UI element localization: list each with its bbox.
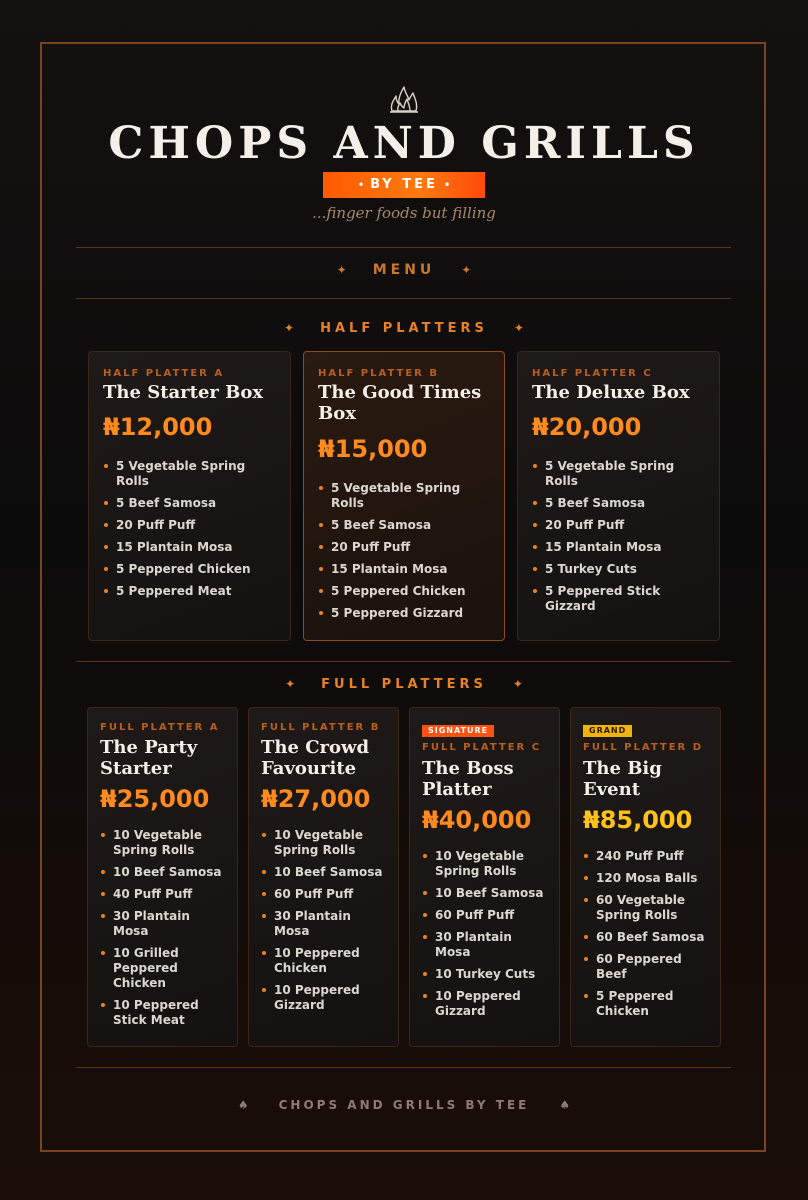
by-tee-banner: • BY TEE • bbox=[323, 172, 485, 198]
signature-badge: SIGNATURE bbox=[422, 725, 494, 737]
full-platter-card-d[interactable] bbox=[570, 707, 721, 1047]
platter-price: ₦20,000 bbox=[532, 413, 642, 441]
footer bbox=[0, 1098, 808, 1112]
platter-items bbox=[100, 828, 229, 1035]
list-item: 60 Peppered Beef bbox=[583, 952, 712, 982]
full-platters-heading bbox=[0, 677, 808, 692]
list-item: 5 Beef Samosa bbox=[318, 518, 496, 533]
platter-items bbox=[583, 849, 712, 1026]
list-item: 60 Puff Puff bbox=[261, 887, 390, 902]
platter-items bbox=[532, 459, 711, 621]
list-item: 5 Vegetable Spring Rolls bbox=[103, 459, 282, 489]
full-platter-card-c[interactable] bbox=[409, 707, 560, 1047]
half-platter-card-a[interactable] bbox=[88, 351, 291, 641]
list-item: 5 Peppered Chicken bbox=[318, 584, 496, 599]
list-item: 60 Beef Samosa bbox=[583, 930, 712, 945]
platter-price: ₦12,000 bbox=[103, 413, 213, 441]
list-item: 10 Vegetable Spring Rolls bbox=[422, 849, 551, 879]
half-platter-card-b[interactable] bbox=[303, 351, 505, 641]
list-item: 30 Plantain Mosa bbox=[100, 909, 229, 939]
sparkle-icon: ✦ bbox=[461, 263, 472, 277]
platter-name: The Deluxe Box bbox=[532, 382, 690, 403]
list-item: 15 Plantain Mosa bbox=[532, 540, 711, 555]
half-platter-card-c[interactable] bbox=[517, 351, 720, 641]
sparkle-icon: ✦ bbox=[284, 321, 295, 335]
platter-items bbox=[103, 459, 282, 606]
list-item: 20 Puff Puff bbox=[103, 518, 282, 533]
platter-tier: HALF PLATTER B bbox=[318, 368, 439, 379]
platter-name: The Big Event bbox=[583, 758, 662, 800]
platter-price: ₦40,000 bbox=[422, 806, 532, 834]
grand-badge: GRAND bbox=[583, 725, 632, 737]
list-item: 5 Peppered Stick Gizzard bbox=[532, 584, 711, 614]
list-item: 10 Peppered Chicken bbox=[261, 946, 390, 976]
list-item: 240 Puff Puff bbox=[583, 849, 712, 864]
list-item: 15 Plantain Mosa bbox=[103, 540, 282, 555]
list-item: 10 Grilled Peppered Chicken bbox=[100, 946, 229, 991]
list-item: 15 Plantain Mosa bbox=[318, 562, 496, 577]
list-item: 10 Beef Samosa bbox=[422, 886, 551, 901]
divider bbox=[76, 661, 731, 662]
platter-name: The Crowd Favourite bbox=[261, 737, 370, 779]
platter-items bbox=[318, 481, 496, 628]
list-item: 5 Peppered Chicken bbox=[583, 989, 712, 1019]
divider bbox=[76, 298, 731, 299]
list-item: 120 Mosa Balls bbox=[583, 871, 712, 886]
platter-price: ₦85,000 bbox=[583, 806, 693, 834]
sparkle-icon: ✦ bbox=[513, 321, 524, 335]
half-platters-label: HALF PLATTERS bbox=[320, 321, 488, 336]
list-item: 10 Peppered Gizzard bbox=[422, 989, 551, 1019]
platter-tier: FULL PLATTER B bbox=[261, 722, 381, 733]
sparkle-icon: ✦ bbox=[285, 677, 296, 691]
platter-name: The Good Times Box bbox=[318, 382, 482, 424]
list-item: 10 Turkey Cuts bbox=[422, 967, 551, 982]
platter-price: ₦15,000 bbox=[318, 435, 428, 463]
list-item: 10 Peppered Stick Meat bbox=[100, 998, 229, 1028]
divider bbox=[76, 1067, 731, 1068]
list-item: 5 Peppered Meat bbox=[103, 584, 282, 599]
menu-heading bbox=[0, 262, 808, 278]
list-item: 60 Puff Puff bbox=[422, 908, 551, 923]
platter-price: ₦25,000 bbox=[100, 785, 210, 813]
spade-icon: ♠ bbox=[559, 1098, 571, 1112]
list-item: 5 Vegetable Spring Rolls bbox=[318, 481, 496, 511]
list-item: 5 Vegetable Spring Rolls bbox=[532, 459, 711, 489]
by-tee-label: BY TEE bbox=[370, 177, 438, 192]
list-item: 10 Beef Samosa bbox=[261, 865, 390, 880]
sparkle-icon: ✦ bbox=[336, 263, 347, 277]
platter-name: The Boss Platter bbox=[422, 758, 514, 800]
list-item: 10 Beef Samosa bbox=[100, 865, 229, 880]
half-platters-heading bbox=[0, 321, 808, 336]
sparkle-icon: ✦ bbox=[512, 677, 523, 691]
spade-icon: ♠ bbox=[237, 1098, 249, 1112]
flame-icon bbox=[388, 84, 420, 114]
list-item: 30 Plantain Mosa bbox=[261, 909, 390, 939]
platter-tier: HALF PLATTER A bbox=[103, 368, 225, 379]
full-platter-card-a[interactable] bbox=[87, 707, 238, 1047]
platter-tier: FULL PLATTER D bbox=[583, 742, 704, 753]
platter-tier: HALF PLATTER C bbox=[532, 368, 653, 379]
platter-price: ₦27,000 bbox=[261, 785, 371, 813]
menu-label: MENU bbox=[372, 262, 436, 278]
list-item: 5 Peppered Gizzard bbox=[318, 606, 496, 621]
list-item: 10 Vegetable Spring Rolls bbox=[261, 828, 390, 858]
list-item: 5 Beef Samosa bbox=[103, 496, 282, 511]
list-item: 10 Peppered Gizzard bbox=[261, 983, 390, 1013]
list-item: 20 Puff Puff bbox=[318, 540, 496, 555]
list-item: 5 Beef Samosa bbox=[532, 496, 711, 511]
platter-items bbox=[422, 849, 551, 1026]
full-platter-card-b[interactable] bbox=[248, 707, 399, 1047]
list-item: 60 Vegetable Spring Rolls bbox=[583, 893, 712, 923]
footer-text: CHOPS AND GRILLS BY TEE bbox=[278, 1098, 530, 1112]
list-item: 30 Plantain Mosa bbox=[422, 930, 551, 960]
platter-name: The Party Starter bbox=[100, 737, 198, 779]
platter-name: The Starter Box bbox=[103, 382, 264, 403]
platter-items bbox=[261, 828, 390, 1020]
tagline: ...finger foods but filling bbox=[312, 204, 496, 222]
divider bbox=[76, 247, 731, 248]
list-item: 40 Puff Puff bbox=[100, 887, 229, 902]
restaurant-title: CHOPS AND GRILLS bbox=[108, 118, 700, 169]
list-item: 5 Turkey Cuts bbox=[532, 562, 711, 577]
platter-tier: FULL PLATTER C bbox=[422, 742, 542, 753]
platter-tier: FULL PLATTER A bbox=[100, 722, 220, 733]
full-platters-label: FULL PLATTERS bbox=[321, 677, 487, 692]
list-item: 5 Peppered Chicken bbox=[103, 562, 282, 577]
list-item: 10 Vegetable Spring Rolls bbox=[100, 828, 229, 858]
list-item: 20 Puff Puff bbox=[532, 518, 711, 533]
